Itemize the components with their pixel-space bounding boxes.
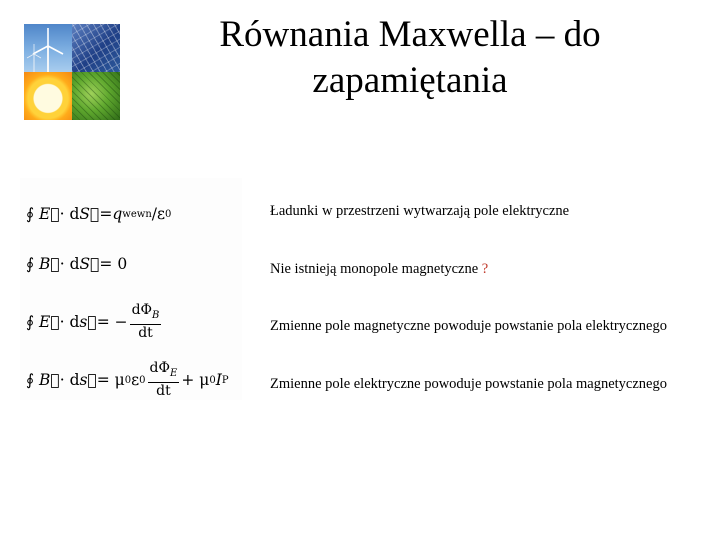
equation-ampere-maxwell: ∮ B⃗ · d s⃗ = μ 0 ε 0 $\frac{d\Phi_E}{dt}$ + μ 0 I P <box>26 360 229 399</box>
electric-flux-derivative-fraction: $\frac{d\Phi_E}{dt}$ <box>149 360 178 399</box>
leaf-icon <box>72 72 120 120</box>
equation-gauss-electric: ∮ E⃗ · d S⃗ = q wewn /ε 0 <box>26 205 172 223</box>
question-marker: ? <box>481 261 489 277</box>
equation-gauss-magnetic: ∮ B⃗ · d S⃗ = 0 <box>26 255 128 273</box>
description-ampere-maxwell: Zmienne pole elektryczne powoduje powstanie pola magnetycznego <box>270 376 667 392</box>
equation-faraday: ∮ E⃗ · d s⃗ = − $\frac{d\Phi_B}{dt}$ <box>26 302 160 341</box>
description-gauss-electric: Ładunki w przestrzeni wytwarzają pole elektryczne <box>270 203 570 219</box>
renewable-energy-logo <box>24 24 120 120</box>
equations-panel <box>20 178 242 400</box>
solar-panel-icon <box>72 24 120 72</box>
slide-title: Równania Maxwella – do zapamiętania <box>219 14 601 101</box>
wind-turbine-icon <box>24 24 72 72</box>
flux-derivative-fraction: $\frac{d\Phi_B}{dt}$ <box>131 302 160 341</box>
sun-icon <box>24 72 72 120</box>
description-gauss-magnetic: Nie istnieją monopole magnetyczne ? <box>270 261 489 277</box>
description-faraday: Zmienne pole magnetyczne powoduje powstanie pola elektrycznego <box>270 318 667 334</box>
